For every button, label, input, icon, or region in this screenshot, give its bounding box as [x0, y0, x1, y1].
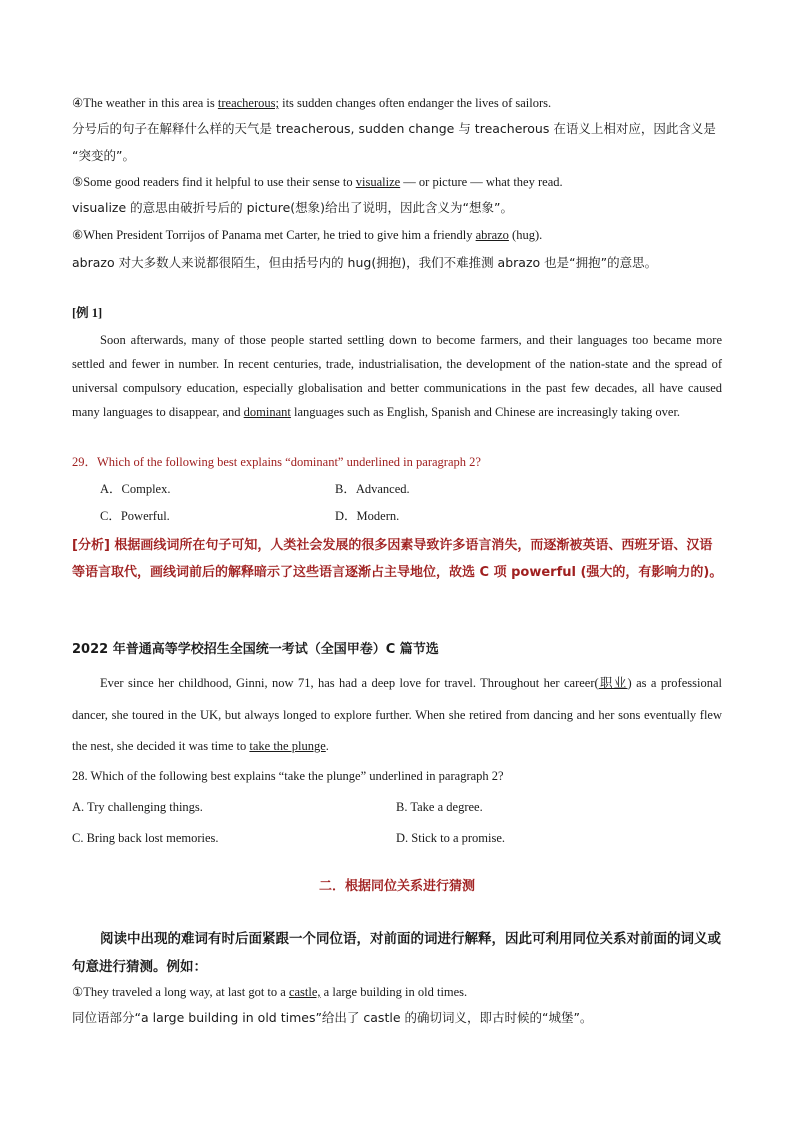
keyword-castle: castle, [288, 985, 321, 999]
example-5-explain: visualize 的意思由破折号后的 picture(想象)给出了说明，因此含义为“想象”。 [72, 200, 513, 215]
career-note: 职业 [598, 675, 628, 690]
example-6-explain: abrazo 对大多数人来说都很陌生，但由括号内的 hug(拥抱)，我们不难推测 abrazo 也是“拥抱”的意思。 [72, 255, 658, 270]
exam-option-d: D. Stick to a promise. [396, 831, 506, 845]
example-4-explain-line2: “突变的”。 [72, 148, 135, 163]
exam-option-b: B. Take a degree. [396, 800, 483, 814]
example-4-explain-line1: 分号后的句子在解释什么样的天气是 treacherous, sudden change 与 treacherous 在语义上相对应，因此含义是 [72, 121, 716, 136]
section2-example-sentence: ①They traveled a long way, at last got to a castle, a large building in old times. [72, 985, 468, 999]
keyword-abrazo: abrazo [475, 228, 509, 242]
option-a: A．Complex. [100, 482, 171, 496]
exam-title: 2022 年普通高等学校招生全国统一考试（全国甲卷）C 篇节选 [72, 642, 439, 657]
keyword-dominant: dominant [243, 405, 291, 419]
section2-example-explain: 同位语部分“a large building in old times”给出了 castle 的确切词义，即古时候的“城堡”。 [72, 1010, 593, 1025]
example1-question: 29．Which of the following best explains “dominant” underlined in paragraph 2? [72, 455, 481, 469]
option-b: B．Advanced. [335, 482, 410, 496]
option-c: C．Powerful. [100, 509, 170, 523]
section2-intro: 阅读中出现的难词有时后面紧跟一个同位语，对前面的词进行解释，因此可利用同位关系对前面的词义或句意进行猜测。例如： [72, 931, 721, 975]
example-4-sentence: ④The weather in this area is treacherous; its sudden changes often endanger the lives of sailors. [72, 96, 552, 110]
section2-heading: 二．根据同位关系进行猜测 [318, 879, 475, 894]
example-6-sentence: ⑥When President Torrijos of Panama met Carter, he tried to give him a friendly abrazo (hug). [72, 228, 543, 242]
keyword-visualize: visualize [355, 175, 401, 189]
exam-option-a: A. Try challenging things. [72, 800, 203, 814]
example1-passage: Soon afterwards, many of those people started settling down to become farmers, and their languages too became more settled and fewer in number. In recent centuries, trade, industrialisation, the development of the nation-state and the spread of universal compulsory education, especially globalisation and better communications in the past few decades, all have caused many languages to disappear, and dominant languages such as English, Spanish and Chinese are increasingly taking over. [72, 333, 722, 419]
exam-option-c: C. Bring back lost memories. [72, 831, 219, 845]
keyword-take-the-plunge: take the plunge [249, 739, 326, 753]
example1-label: [例 1] [72, 306, 103, 320]
example-5-sentence: ⑤Some good readers find it helpful to use their sense to visualize — or picture — what they read. [72, 175, 563, 189]
keyword-treacherous: treacherous; [217, 96, 279, 110]
exam-question: 28. Which of the following best explains “take the plunge” underlined in paragraph 2? [72, 769, 504, 783]
exam-passage: Ever since her childhood, Ginni, now 71, has had a deep love for travel. Throughout her career(职业) as a professional dancer, she toured in the UK, but always longed to explore further. When she retired from dancing and her sons eventually flew the nest, she decided it was time to take the plunge. [72, 675, 722, 753]
option-d: D．Modern. [335, 509, 400, 523]
example1-analysis: [分析] 根据画线词所在句子可知，人类社会发展的很多因素导致许多语言消失，而逐渐被英语、西班牙语、汉语等语言取代，画线词前后的解释暗示了这些语言逐渐占主导地位，故选 C 项 powerful (强大的，有影响力的)。 [72, 538, 723, 580]
